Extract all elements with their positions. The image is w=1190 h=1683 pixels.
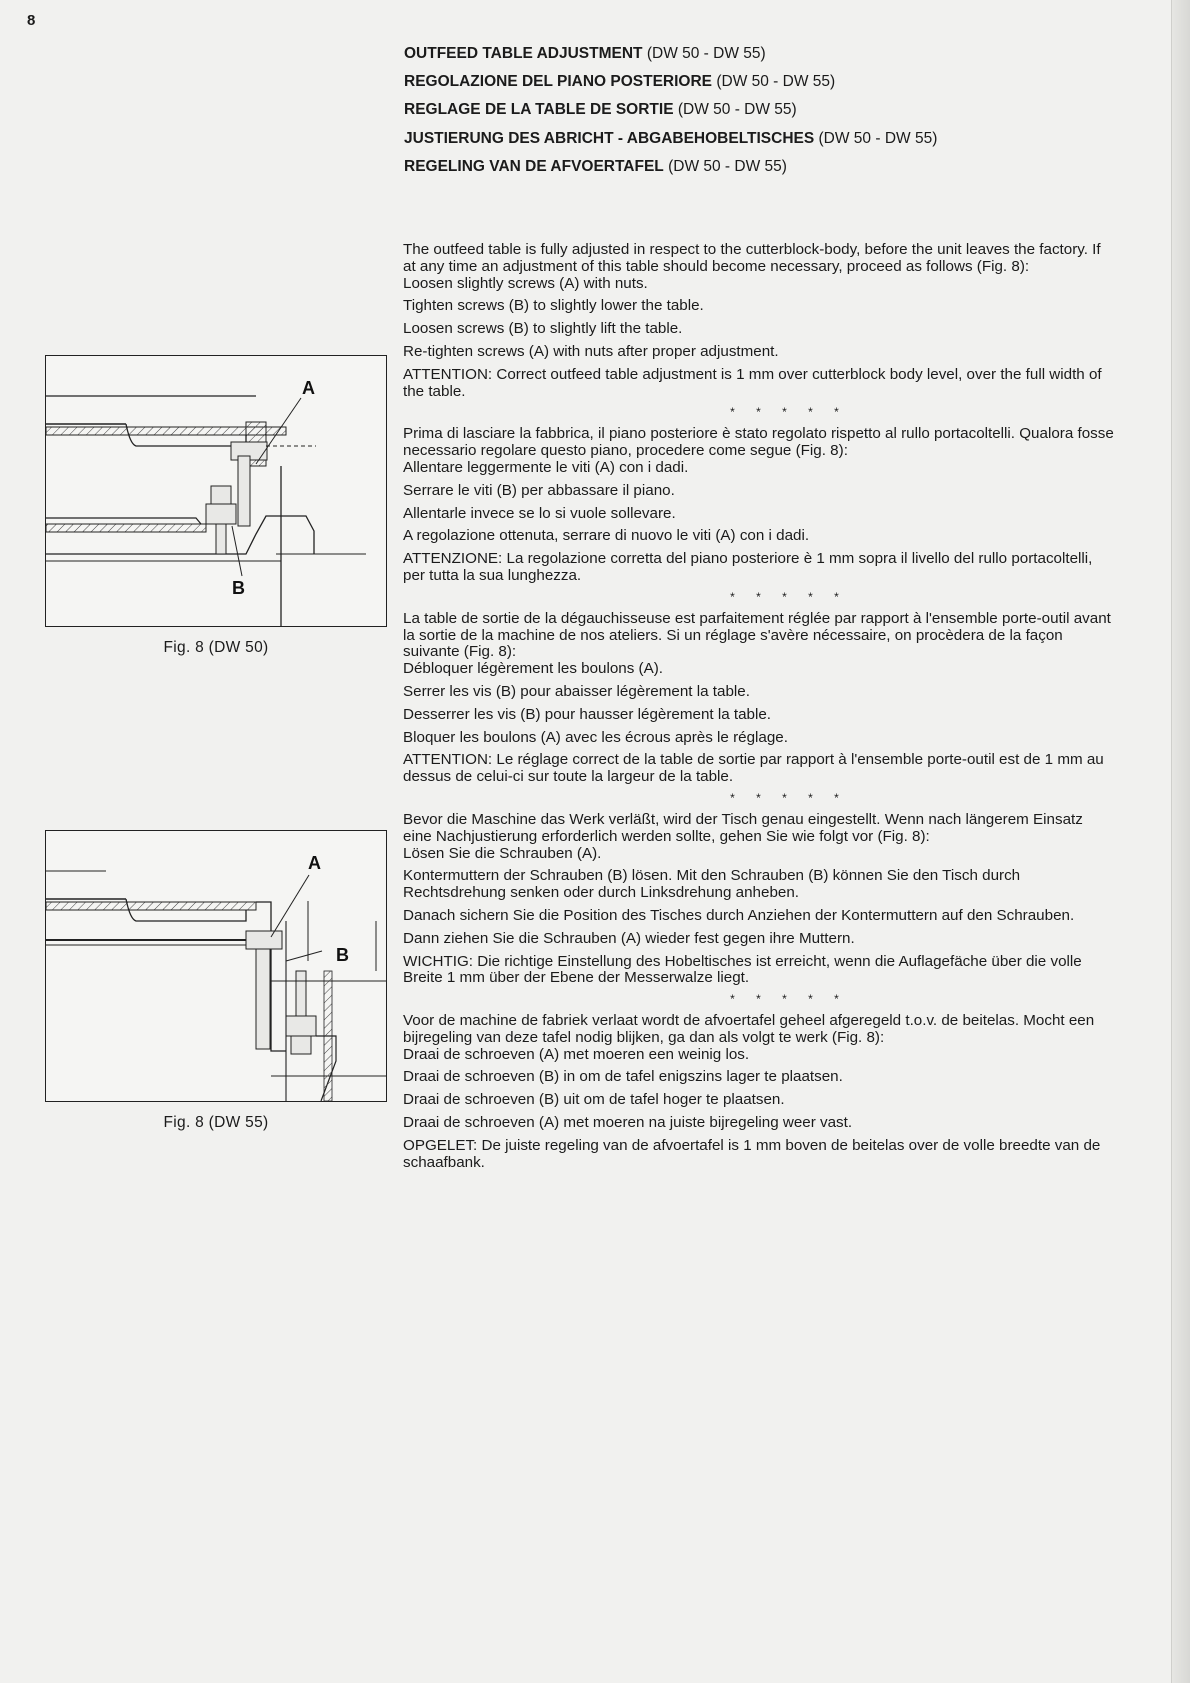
section-german (403, 812, 1115, 987)
page-number: 8 (27, 12, 36, 29)
heading-block (404, 40, 1124, 181)
callout-b: B (336, 945, 349, 965)
instructions-body (403, 242, 1115, 1171)
step: Tighten screws (B) to slightly lower the table. (403, 297, 704, 315)
step: Bloquer les boulons (A) avec les écrous après le réglage. (403, 728, 788, 746)
separator: * * * * * (730, 589, 848, 604)
attention-note: OPGELET: De juiste regeling van de afvoertafel is 1 mm boven de beitelas over de volle breedte van de schaafbank. (403, 1136, 1101, 1171)
heading-german (404, 125, 1124, 153)
table-assembly-drawing-dw55 (46, 831, 386, 1101)
step: Débloquer légèrement les boulons (A). (403, 660, 664, 678)
heading-title: JUSTIERUNG DES ABRICHT - ABGABEHOBELTISCHES (404, 129, 815, 147)
figure-dw55 (45, 830, 387, 1132)
diagram-dw50 (45, 355, 387, 627)
callout-b: B (232, 578, 245, 598)
heading-title: REGELING VAN DE AFVOERTAFEL (404, 157, 664, 175)
step: Serrer les vis (B) pour abaisser légèrement la table. (403, 682, 750, 700)
section-italian (403, 426, 1115, 584)
section-dutch (403, 1013, 1115, 1171)
intro-paragraph: La table de sortie de la dégauchisseuse est parfaitement réglée par rapport à l'ensemble porte-outil avant la sortie de la machine de nos ateliers. Si un réglage s'avère nécessaire, on procèdera de la façon suivante (Fig. 8): (403, 609, 1111, 661)
step: Serrare le viti (B) per abbassare il piano. (403, 481, 675, 499)
heading-models: (DW 50 - DW 55) (677, 101, 797, 119)
step: Draai de schroeven (B) in om de tafel enigszins lager te plaatsen. (403, 1068, 843, 1086)
heading-models: (DW 50 - DW 55) (646, 45, 766, 62)
intro-paragraph: The outfeed table is fully adjusted in respect to the cutterblock-body, before the unit leaves the factory. If at any time an adjustment of this table should become necessary, proceed as follows (Fig. 8): (403, 241, 1101, 275)
step: Danach sichern Sie die Position des Tisches durch Anziehen der Kontermuttern auf den Schrauben. (403, 906, 1075, 924)
heading-italian (404, 68, 1124, 96)
step: Draai de schroeven (A) met moeren na juiste bijregeling weer vast. (403, 1114, 853, 1132)
heading-dutch (404, 153, 1124, 181)
step: Allentarle invece se lo si vuole sollevare. (403, 504, 676, 522)
heading-title: OUTFEED TABLE ADJUSTMENT (404, 45, 643, 62)
attention-note: WICHTIG: Die richtige Einstellung des Hobeltisches ist erreicht, wenn die Auflagefäche über die volle Breite 1 mm über der Ebene der Messerwalze liegt. (403, 952, 1082, 987)
step: A regolazione ottenuta, serrare di nuovo le viti (A) con i dadi. (403, 527, 810, 545)
figure-caption: Fig. 8 (DW 50) (163, 639, 269, 656)
heading-french (404, 96, 1124, 124)
step: Draai de schroeven (A) met moeren een weinig los. (403, 1045, 750, 1063)
step: Re-tighten screws (A) with nuts after proper adjustment. (403, 342, 779, 360)
intro-paragraph: Voor de machine de fabriek verlaat wordt de afvoertafel geheel afgeregeld t.o.v. de beitelas. Mocht een bijregeling van deze tafel nodig blijken, ga dan als volgt te werk (Fig. 8): (403, 1012, 1095, 1046)
step: Draai de schroeven (B) uit om de tafel hoger te plaatsen. (403, 1091, 785, 1109)
step: Dann ziehen Sie die Schrauben (A) wieder fest gegen ihre Muttern. (403, 929, 855, 947)
heading-english (404, 40, 1124, 68)
callout-a: A (302, 378, 315, 398)
figure-dw50 (45, 355, 387, 657)
step: Allentare leggermente le viti (A) con i dadi. (403, 458, 689, 476)
separator: * * * * * (730, 405, 848, 420)
page-edge (1171, 0, 1190, 1683)
attention-note: ATTENTION: Le réglage correct de la table de sortie par rapport à l'ensemble porte-outil est de 1 mm au dessus de celui-ci sur toute la largeur de la table. (403, 751, 1104, 786)
step: Kontermuttern der Schrauben (B) lösen. Mit den Schrauben (B) können Sie den Tisch durch Rechtsdrehung senken oder durch Linksdrehung anheben. (403, 867, 1021, 902)
intro-paragraph: Prima di lasciare la fabbrica, il piano posteriore è stato regolato rispetto al rullo portacoltelli. Qualora fosse necessario regolare questo piano, procedere come segue (Fig. 8): (403, 425, 1114, 460)
step: Loosen slightly screws (A) with nuts. (403, 274, 648, 292)
step: Lösen Sie die Schrauben (A). (403, 844, 602, 862)
heading-models: (DW 50 - DW 55) (818, 129, 938, 147)
heading-title: REGOLAZIONE DEL PIANO POSTERIORE (404, 73, 713, 91)
section-french (403, 611, 1115, 786)
figure-caption: Fig. 8 (DW 55) (163, 1114, 269, 1131)
diagram-dw55 (45, 830, 387, 1102)
heading-models: (DW 50 - DW 55) (668, 157, 787, 175)
heading-title: REGLAGE DE LA TABLE DE SORTIE (404, 101, 674, 119)
attention-note: ATTENTION: Correct outfeed table adjustment is 1 mm over cutterblock body level, over the full width of the table. (403, 365, 1102, 400)
section-english (403, 242, 1115, 400)
step: Desserrer les vis (B) pour hausser légèrement la table. (403, 705, 772, 723)
table-assembly-drawing-dw50 (46, 356, 386, 626)
step: Loosen screws (B) to slightly lift the table. (403, 320, 683, 338)
heading-models: (DW 50 - DW 55) (716, 73, 836, 91)
separator: * * * * * (730, 992, 848, 1007)
separator: * * * * * (730, 790, 848, 805)
attention-note: ATTENZIONE: La regolazione corretta del piano posteriore è 1 mm sopra il livello del rullo portacoltelli, per tutta la sua lunghezza. (403, 550, 1093, 584)
intro-paragraph: Bevor die Maschine das Werk verläßt, wird der Tisch genau eingestellt. Wenn nach längerem Einsatz eine Nachjustierung erforderlich werden sollte, gehen Sie wie folgt vor (Fig. 8): (403, 810, 1083, 845)
callout-a: A (308, 853, 321, 873)
